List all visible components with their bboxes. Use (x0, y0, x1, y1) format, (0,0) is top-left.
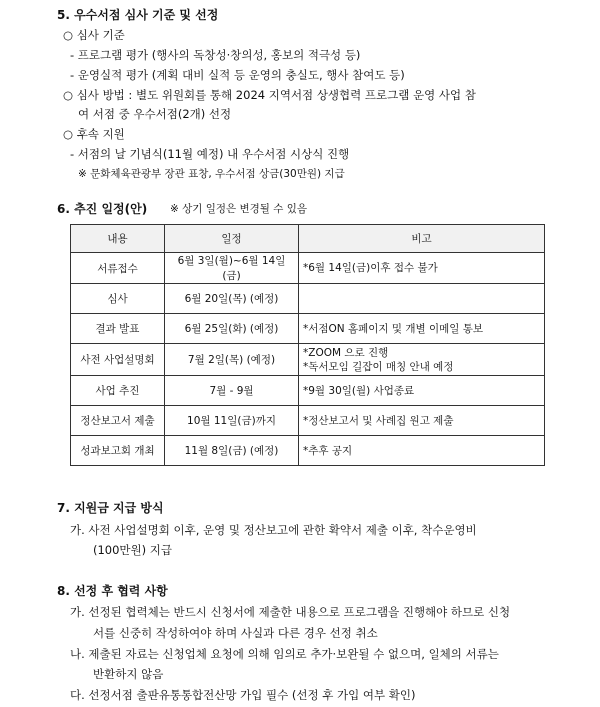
row-content: 사업 추진 (71, 376, 165, 406)
row-remark: *정산보고서 및 사례집 원고 제출 (299, 406, 545, 436)
section5-criteria-program: - 프로그램 평가 (행사의 독창성·창의성, 홍보의 적극성 등) (70, 48, 361, 62)
section5-title: 5. 우수서점 심사 기준 및 선정 (57, 8, 219, 22)
section7-item: 가. 사전 사업설명회 이후, 운영 및 정산보고에 관한 확약서 제출 이후, 착수운영비 (70, 523, 477, 537)
section6-note: ※ 상기 일정은 변경될 수 있음 (170, 203, 308, 215)
row-content: 서류접수 (71, 253, 165, 284)
row-remark: *추후 공지 (299, 436, 545, 466)
row-schedule: 11월 8일(금) (예정) (165, 436, 299, 466)
table-row (71, 314, 545, 344)
section5-support-note: ※ 문화체육관광부 장관 표창, 우수서점 상금(30만원) 지급 (78, 168, 345, 180)
section5-item-method: ○ 심사 방법 : 별도 위원회를 통해 2024 지역서점 상생협력 프로그램 운영 사업 참 (63, 88, 476, 102)
row-remark (299, 344, 545, 376)
row-content: 성과보고회 개최 (71, 436, 165, 466)
section8-item-b: 나. 제출된 자료는 신청업체 요청에 의해 임의로 추가·보완될 수 없으며, 일체의 서류는 (70, 647, 499, 661)
table-row (71, 406, 545, 436)
section8-item-b-cont: 반환하지 않음 (93, 667, 164, 681)
section5-criteria-performance: - 운영실적 평가 (계획 대비 실적 등 운영의 충실도, 행사 참여도 등) (70, 68, 405, 82)
row-schedule: 7월 2일(목) (예정) (165, 344, 299, 376)
section6-title: 6. 추진 일정(안) (57, 202, 148, 216)
row-content: 사전 사업설명회 (71, 344, 165, 376)
row-remark: *9월 30일(월) 사업종료 (299, 376, 545, 406)
schedule-table (70, 224, 545, 466)
section8-item-c: 다. 선정서점 출판유통통합전산망 가입 필수 (선정 후 가입 여부 확인) (70, 688, 416, 702)
section7-item-cont: (100만원) 지급 (93, 543, 173, 557)
row-remark: *6월 14일(금)이후 접수 불가 (299, 253, 545, 284)
row-content: 심사 (71, 284, 165, 314)
section8-item-a: 가. 선정된 협력체는 반드시 신청서에 제출한 내용으로 프로그램을 진행해야 하므로 신청 (70, 605, 511, 619)
section5-item-support: ○ 후속 지원 (63, 127, 125, 141)
header-remark: 비고 (299, 225, 545, 253)
section5-support-ceremony: - 서점의 날 기념식(11월 예정) 내 우수서점 시상식 진행 (70, 147, 350, 161)
row-schedule: 6월 25일(화) (예정) (165, 314, 299, 344)
row-schedule: 6월 3일(월)~6월 14일(금) (165, 253, 299, 284)
table-row (71, 253, 545, 284)
row-remark-line1: *ZOOM 으로 진행 (303, 346, 389, 359)
section8-item-a-cont: 서를 신중히 작성하여야 하며 사실과 다른 경우 선정 취소 (93, 626, 378, 640)
section5-item-method-cont: 여 서점 중 우수서점(2개) 선정 (78, 107, 232, 121)
section8-title: 8. 선정 후 협력 사항 (57, 584, 168, 598)
row-schedule: 6월 20일(목) (예정) (165, 284, 299, 314)
table-row (71, 376, 545, 406)
table-row (71, 284, 545, 314)
row-remark: *서점ON 홈페이지 및 개별 이메일 통보 (299, 314, 545, 344)
table-header-row (71, 225, 545, 253)
section5-item-criteria: ○ 심사 기준 (63, 28, 125, 42)
row-schedule: 7월 - 9월 (165, 376, 299, 406)
row-remark-line2: *독서모임 길잡이 매칭 안내 예정 (303, 360, 454, 373)
row-content: 결과 발표 (71, 314, 165, 344)
table-row (71, 344, 545, 376)
header-content: 내용 (71, 225, 165, 253)
row-schedule: 10월 11일(금)까지 (165, 406, 299, 436)
header-schedule: 일정 (165, 225, 299, 253)
row-remark (299, 284, 545, 314)
section7-title: 7. 지원금 지급 방식 (57, 501, 164, 515)
table-row (71, 436, 545, 466)
row-content: 정산보고서 제출 (71, 406, 165, 436)
